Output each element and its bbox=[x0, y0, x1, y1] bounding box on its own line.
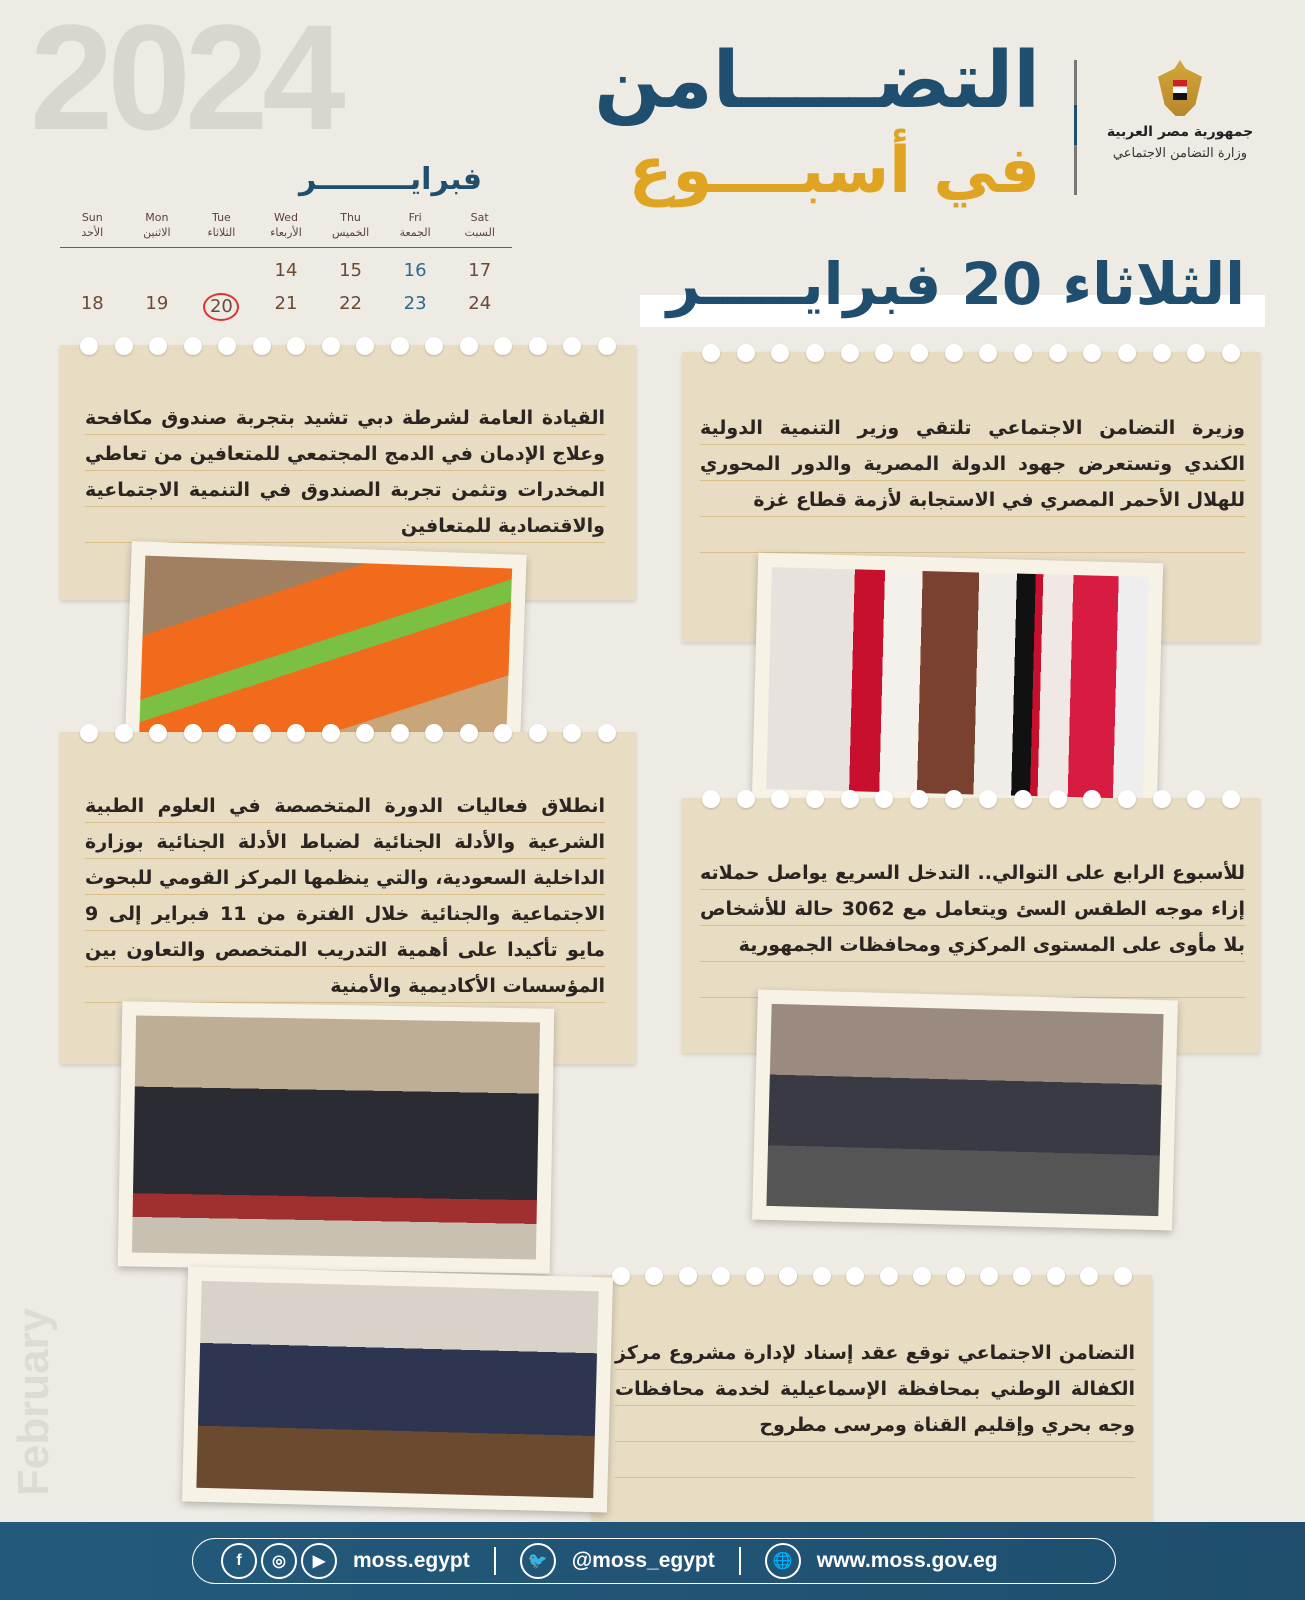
punch-hole bbox=[115, 337, 133, 355]
punch-hole bbox=[771, 344, 789, 362]
background-year: 2024 bbox=[30, 0, 340, 161]
ministry-logo bbox=[1095, 60, 1265, 161]
punch-hole bbox=[1083, 790, 1101, 808]
calendar-day-header bbox=[254, 211, 319, 241]
calendar-date-highlighted: 20 bbox=[203, 293, 239, 321]
punch-hole bbox=[1014, 790, 1032, 808]
punch-hole bbox=[947, 1267, 965, 1285]
punch-hole bbox=[679, 1267, 697, 1285]
punch-hole bbox=[1187, 790, 1205, 808]
instagram-icon[interactable]: ◎ bbox=[261, 1543, 297, 1579]
punch-hole bbox=[356, 724, 374, 742]
news-photo bbox=[752, 553, 1163, 814]
day-en: Thu bbox=[340, 211, 361, 224]
punch-hole bbox=[322, 337, 340, 355]
calendar-date: 24 bbox=[468, 292, 492, 314]
punch-hole bbox=[598, 337, 616, 355]
calendar-cell bbox=[318, 293, 383, 321]
divider bbox=[1074, 60, 1077, 195]
punch-hole bbox=[1222, 344, 1240, 362]
title-line2: في أسبــــوع bbox=[628, 134, 1040, 208]
calendar-day-header bbox=[125, 211, 190, 241]
day-ar: السبت bbox=[464, 225, 495, 239]
news-text: وزيرة التضامن الاجتماعي تلتقي وزير التنمية الدولية الكندي وتستعرض جهود الدولة المصرية والدور المحوري للهلال الأحمر المصري في الاستجابة لأزمة قطاع غزة bbox=[700, 410, 1245, 560]
day-en: Wed bbox=[274, 211, 298, 224]
punch-hole bbox=[1153, 790, 1171, 808]
punch-hole bbox=[218, 724, 236, 742]
calendar-cell bbox=[60, 293, 125, 321]
punch-hole bbox=[980, 1267, 998, 1285]
punch-hole bbox=[149, 337, 167, 355]
punch-hole bbox=[813, 1267, 831, 1285]
news-photo bbox=[118, 1001, 555, 1273]
punch-hole bbox=[218, 337, 236, 355]
punch-hole bbox=[746, 1267, 764, 1285]
date-heading: الثلاثاء 20 فبرايـــــر bbox=[666, 250, 1245, 318]
calendar-cell bbox=[447, 260, 512, 281]
punch-hole bbox=[1118, 344, 1136, 362]
punch-hole bbox=[391, 337, 409, 355]
calendar-cell bbox=[189, 293, 254, 321]
news-text: للأسبوع الرابع على التوالي.. التدخل السريع يواصل حملاته إزاء موجه الطقس السئ ويتعامل مع 3062 حالة للأشخاص بلا مأوى على المستوى المركزي ومحافظات الجمهورية bbox=[700, 855, 1245, 1005]
punch-hole bbox=[979, 344, 997, 362]
calendar-date: 23 bbox=[403, 292, 427, 314]
calendar-date: 18 bbox=[80, 292, 104, 314]
calendar-cell bbox=[254, 260, 319, 281]
calendar-cell bbox=[383, 260, 448, 281]
calendar-week-2 bbox=[60, 293, 512, 321]
day-en: Tue bbox=[212, 211, 231, 224]
punch-hole bbox=[841, 790, 859, 808]
punch-hole bbox=[779, 1267, 797, 1285]
punch-hole bbox=[184, 724, 202, 742]
day-en: Sun bbox=[81, 211, 103, 224]
calendar-date: 16 bbox=[403, 259, 427, 281]
punch-hole bbox=[806, 790, 824, 808]
punch-hole bbox=[910, 344, 928, 362]
punch-hole bbox=[702, 790, 720, 808]
punch-hole bbox=[880, 1267, 898, 1285]
title-line1: التضـــــامن bbox=[594, 36, 1040, 126]
day-en: Fri bbox=[408, 211, 422, 224]
punch-hole bbox=[702, 344, 720, 362]
calendar-cell bbox=[254, 293, 319, 321]
punch-hole bbox=[771, 790, 789, 808]
globe-icon[interactable]: 🌐 bbox=[765, 1543, 801, 1579]
punch-hole bbox=[1222, 790, 1240, 808]
punch-hole bbox=[910, 790, 928, 808]
punch-hole bbox=[1080, 1267, 1098, 1285]
punch-hole bbox=[846, 1267, 864, 1285]
punch-hole bbox=[287, 724, 305, 742]
punch-hole bbox=[737, 790, 755, 808]
punch-hole bbox=[1049, 344, 1067, 362]
punch-hole bbox=[612, 1267, 630, 1285]
punch-hole bbox=[1187, 344, 1205, 362]
twitter-icon[interactable]: 🐦 bbox=[520, 1543, 556, 1579]
punch-hole bbox=[875, 790, 893, 808]
background-month: February bbox=[9, 1307, 59, 1497]
calendar bbox=[60, 162, 512, 321]
facebook-handle[interactable]: moss.egypt bbox=[353, 1549, 470, 1572]
punch-hole bbox=[841, 344, 859, 362]
calendar-date: 22 bbox=[339, 292, 363, 314]
day-en: Mon bbox=[145, 211, 169, 224]
calendar-cell bbox=[318, 260, 383, 281]
social-links bbox=[192, 1538, 1116, 1584]
punch-hole bbox=[806, 344, 824, 362]
calendar-day-header bbox=[60, 211, 125, 241]
calendar-cell bbox=[60, 260, 125, 281]
calendar-day-header bbox=[383, 211, 448, 241]
punch-hole bbox=[253, 337, 271, 355]
punch-hole bbox=[1083, 344, 1101, 362]
punch-hole bbox=[712, 1267, 730, 1285]
calendar-day-header bbox=[189, 211, 254, 241]
punch-hole bbox=[875, 344, 893, 362]
punch-hole bbox=[494, 724, 512, 742]
ministry-name: وزارة التضامن الاجتماعي bbox=[1112, 146, 1248, 161]
punch-hole bbox=[494, 337, 512, 355]
calendar-date: 17 bbox=[468, 259, 492, 281]
punch-hole bbox=[425, 337, 443, 355]
calendar-date: 21 bbox=[274, 292, 298, 314]
punch-hole bbox=[1047, 1267, 1065, 1285]
calendar-date: 14 bbox=[274, 259, 298, 281]
day-ar: الثلاثاء bbox=[207, 225, 236, 239]
calendar-week-1 bbox=[60, 260, 512, 281]
punch-hole bbox=[737, 344, 755, 362]
republic-name: جمهورية مصر العربية bbox=[1106, 124, 1254, 140]
news-photo bbox=[182, 1266, 613, 1512]
calendar-date: 15 bbox=[339, 259, 363, 281]
punch-hole bbox=[563, 724, 581, 742]
punch-hole bbox=[529, 724, 547, 742]
punch-hole bbox=[945, 790, 963, 808]
facebook-icon[interactable]: f bbox=[221, 1543, 257, 1579]
youtube-icon[interactable]: ▶ bbox=[301, 1543, 337, 1579]
calendar-cell bbox=[383, 293, 448, 321]
punch-hole bbox=[356, 337, 374, 355]
calendar-day-header bbox=[318, 211, 383, 241]
punch-hole bbox=[115, 724, 133, 742]
punch-hole bbox=[645, 1267, 663, 1285]
website-link[interactable]: www.moss.gov.eg bbox=[816, 1549, 998, 1572]
day-en: Sat bbox=[470, 211, 489, 224]
calendar-date: 19 bbox=[145, 292, 169, 314]
calendar-days bbox=[60, 211, 512, 248]
day-ar: الخميس bbox=[331, 225, 370, 239]
news-photo bbox=[752, 990, 1178, 1231]
punch-hole bbox=[913, 1267, 931, 1285]
punch-hole bbox=[184, 337, 202, 355]
twitter-handle[interactable]: @moss_egypt bbox=[571, 1549, 715, 1572]
punch-hole bbox=[253, 724, 271, 742]
punch-hole bbox=[80, 337, 98, 355]
calendar-cell bbox=[447, 293, 512, 321]
punch-hole bbox=[149, 724, 167, 742]
punch-hole bbox=[80, 724, 98, 742]
news-text: القيادة العامة لشرطة دبي تشيد بتجربة صندوق مكافحة وعلاج الإدمان في الدمج المجتمعي للمتعافين من تعاطي المخدرات وتثمن تجربة الصندوق في التنمية الاجتماعية والاقتصادية للمتعافين bbox=[85, 400, 605, 550]
news-text: انطلاق فعاليات الدورة المتخصصة في العلوم الطبية الشرعية والأدلة الجنائية لضباط الأدلة الجنائية بوزارة الداخلية السعودية، والتي ينظمها المركز القومي للبحوث الاجتماعية والجنائية خلال الفترة من 11 فبراير إلى 9 مايو تأكيدا على أهمية التدريب المتخصص والتعاون بين المؤسسات الأكاديمية والأمنية bbox=[85, 788, 605, 1010]
punch-hole bbox=[598, 724, 616, 742]
punch-hole bbox=[287, 337, 305, 355]
punch-hole bbox=[425, 724, 443, 742]
punch-hole bbox=[322, 724, 340, 742]
day-ar: الجمعة bbox=[399, 225, 431, 239]
punch-hole bbox=[979, 790, 997, 808]
eagle-emblem-icon bbox=[1158, 60, 1202, 116]
day-ar: الاثنين bbox=[143, 225, 171, 239]
punch-hole bbox=[1153, 344, 1171, 362]
punch-hole bbox=[1049, 790, 1067, 808]
punch-hole bbox=[1013, 1267, 1031, 1285]
punch-hole bbox=[460, 724, 478, 742]
punch-hole bbox=[1114, 1267, 1132, 1285]
day-ar: الأربعاء bbox=[270, 225, 302, 239]
calendar-cell bbox=[189, 260, 254, 281]
calendar-day-header bbox=[447, 211, 512, 241]
punch-hole bbox=[563, 337, 581, 355]
punch-hole bbox=[1118, 790, 1136, 808]
separator bbox=[739, 1547, 741, 1575]
day-ar: الأحد bbox=[81, 225, 104, 239]
calendar-cell bbox=[125, 293, 190, 321]
punch-hole bbox=[1014, 344, 1032, 362]
punch-hole bbox=[529, 337, 547, 355]
separator bbox=[494, 1547, 496, 1575]
punch-hole bbox=[391, 724, 409, 742]
punch-hole bbox=[945, 344, 963, 362]
news-text: التضامن الاجتماعي توقع عقد إسناد لإدارة مشروع مركز الكفالة الوطني بمحافظة الإسماعيلية لخدمة محافظات وجه بحري وإقليم القناة ومرسى مطروح bbox=[615, 1335, 1135, 1485]
punch-hole bbox=[460, 337, 478, 355]
calendar-cell bbox=[125, 260, 190, 281]
calendar-month: فبرايـــــــــر bbox=[298, 162, 482, 197]
